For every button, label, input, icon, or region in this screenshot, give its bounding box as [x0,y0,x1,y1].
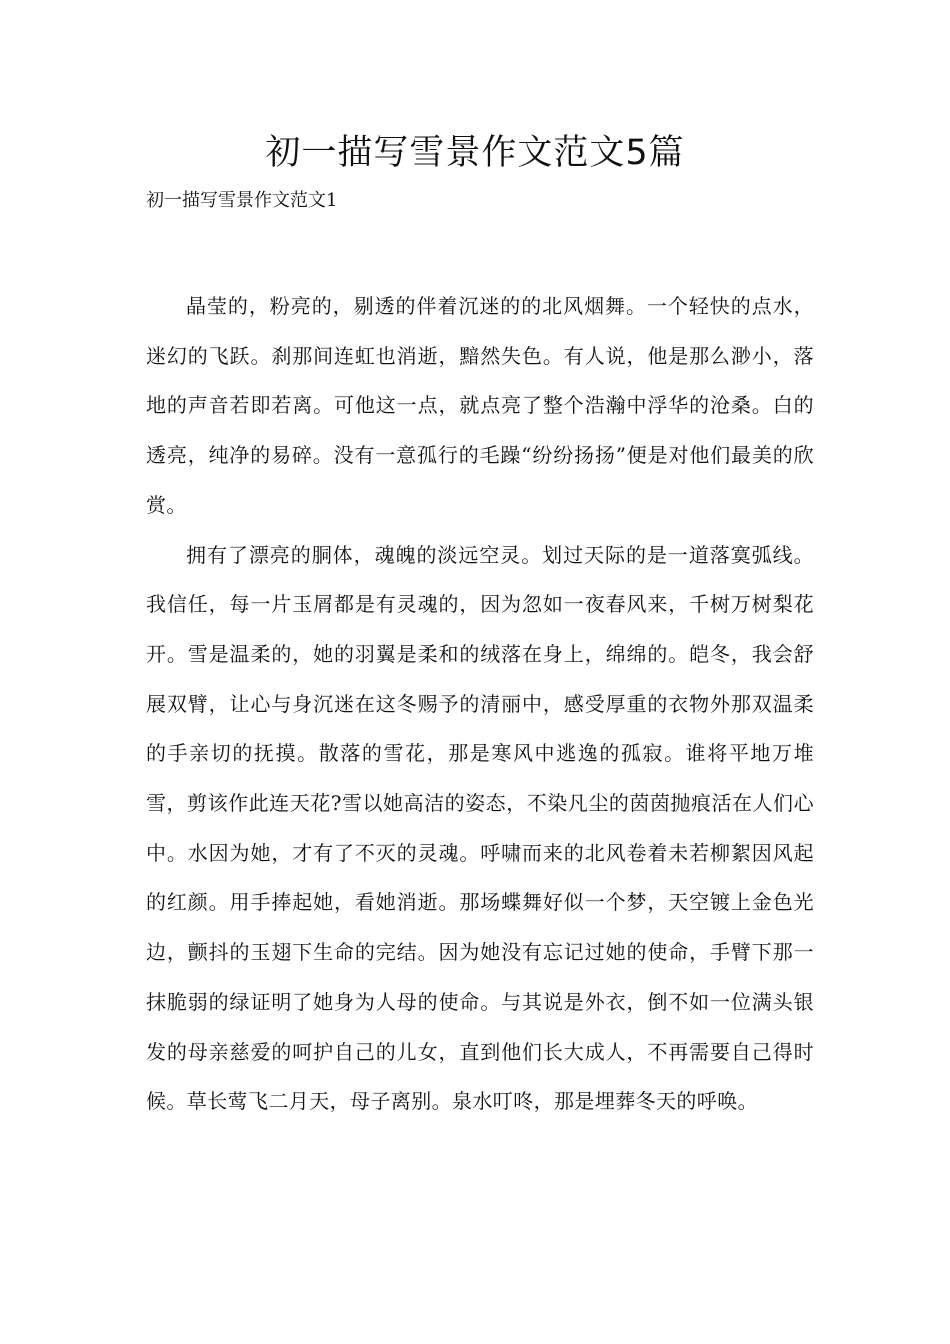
page-title: 初一描写雪景作文范文5篇 [265,133,685,173]
essay-body [146,282,814,1127]
paragraph-1: 晶莹的，粉亮的，剔透的伴着沉迷的的北风烟舞。一个轻快的点水，迷幻的飞跃。刹那间连虹也消逝，黯然失色。有人说，他是那么渺小，落地的声音若即若离。可他这一点，就点亮了整个浩瀚中浮华的沧桑。白的透亮，纯净的易碎。没有一意孤行的毛躁“纷纷扬扬”便是对他们最美的欣赏。 [146,294,814,517]
section-heading: 初一描写雪景作文范文1 [146,190,338,211]
paragraph-2: 拥有了漂亮的胴体，魂魄的淡远空灵。划过天际的是一道落寞弧线。我信任，每一片玉屑都是有灵魂的，因为忽如一夜春风来，千树万树梨花开。雪是温柔的，她的羽翼是柔和的绒落在身上，绵绵的。皑冬，我会舒展双臂，让心与身沉迷在这冬赐予的清丽中，感受厚重的衣物外那双温柔的手亲切的抚摸。散落的雪花，那是寒风中逃逸的孤寂。谁将平地万堆雪，剪该作此连天花?雪以她高洁的姿态，不染凡尘的茵茵抛痕活在人们心中。水因为她，才有了不灭的灵魂。呼啸而来的北风卷着未若柳絮因风起的红颜。用手捧起她，看她消逝。那场蝶舞好似一个梦，天空镀上金色光边，颤抖的玉翅下生命的完结。因为她没有忘记过她的使命，手臂下那一抹脆弱的绿证明了她身为人母的使命。与其说是外衣，倒不如一位满头银发的母亲慈爱的呵护自己的儿女，直到他们长大成人，不再需要自己得时候。草长莺飞二月天，母子离别。泉水叮咚，那是埋葬冬天的呼唤。 [146,542,814,1114]
